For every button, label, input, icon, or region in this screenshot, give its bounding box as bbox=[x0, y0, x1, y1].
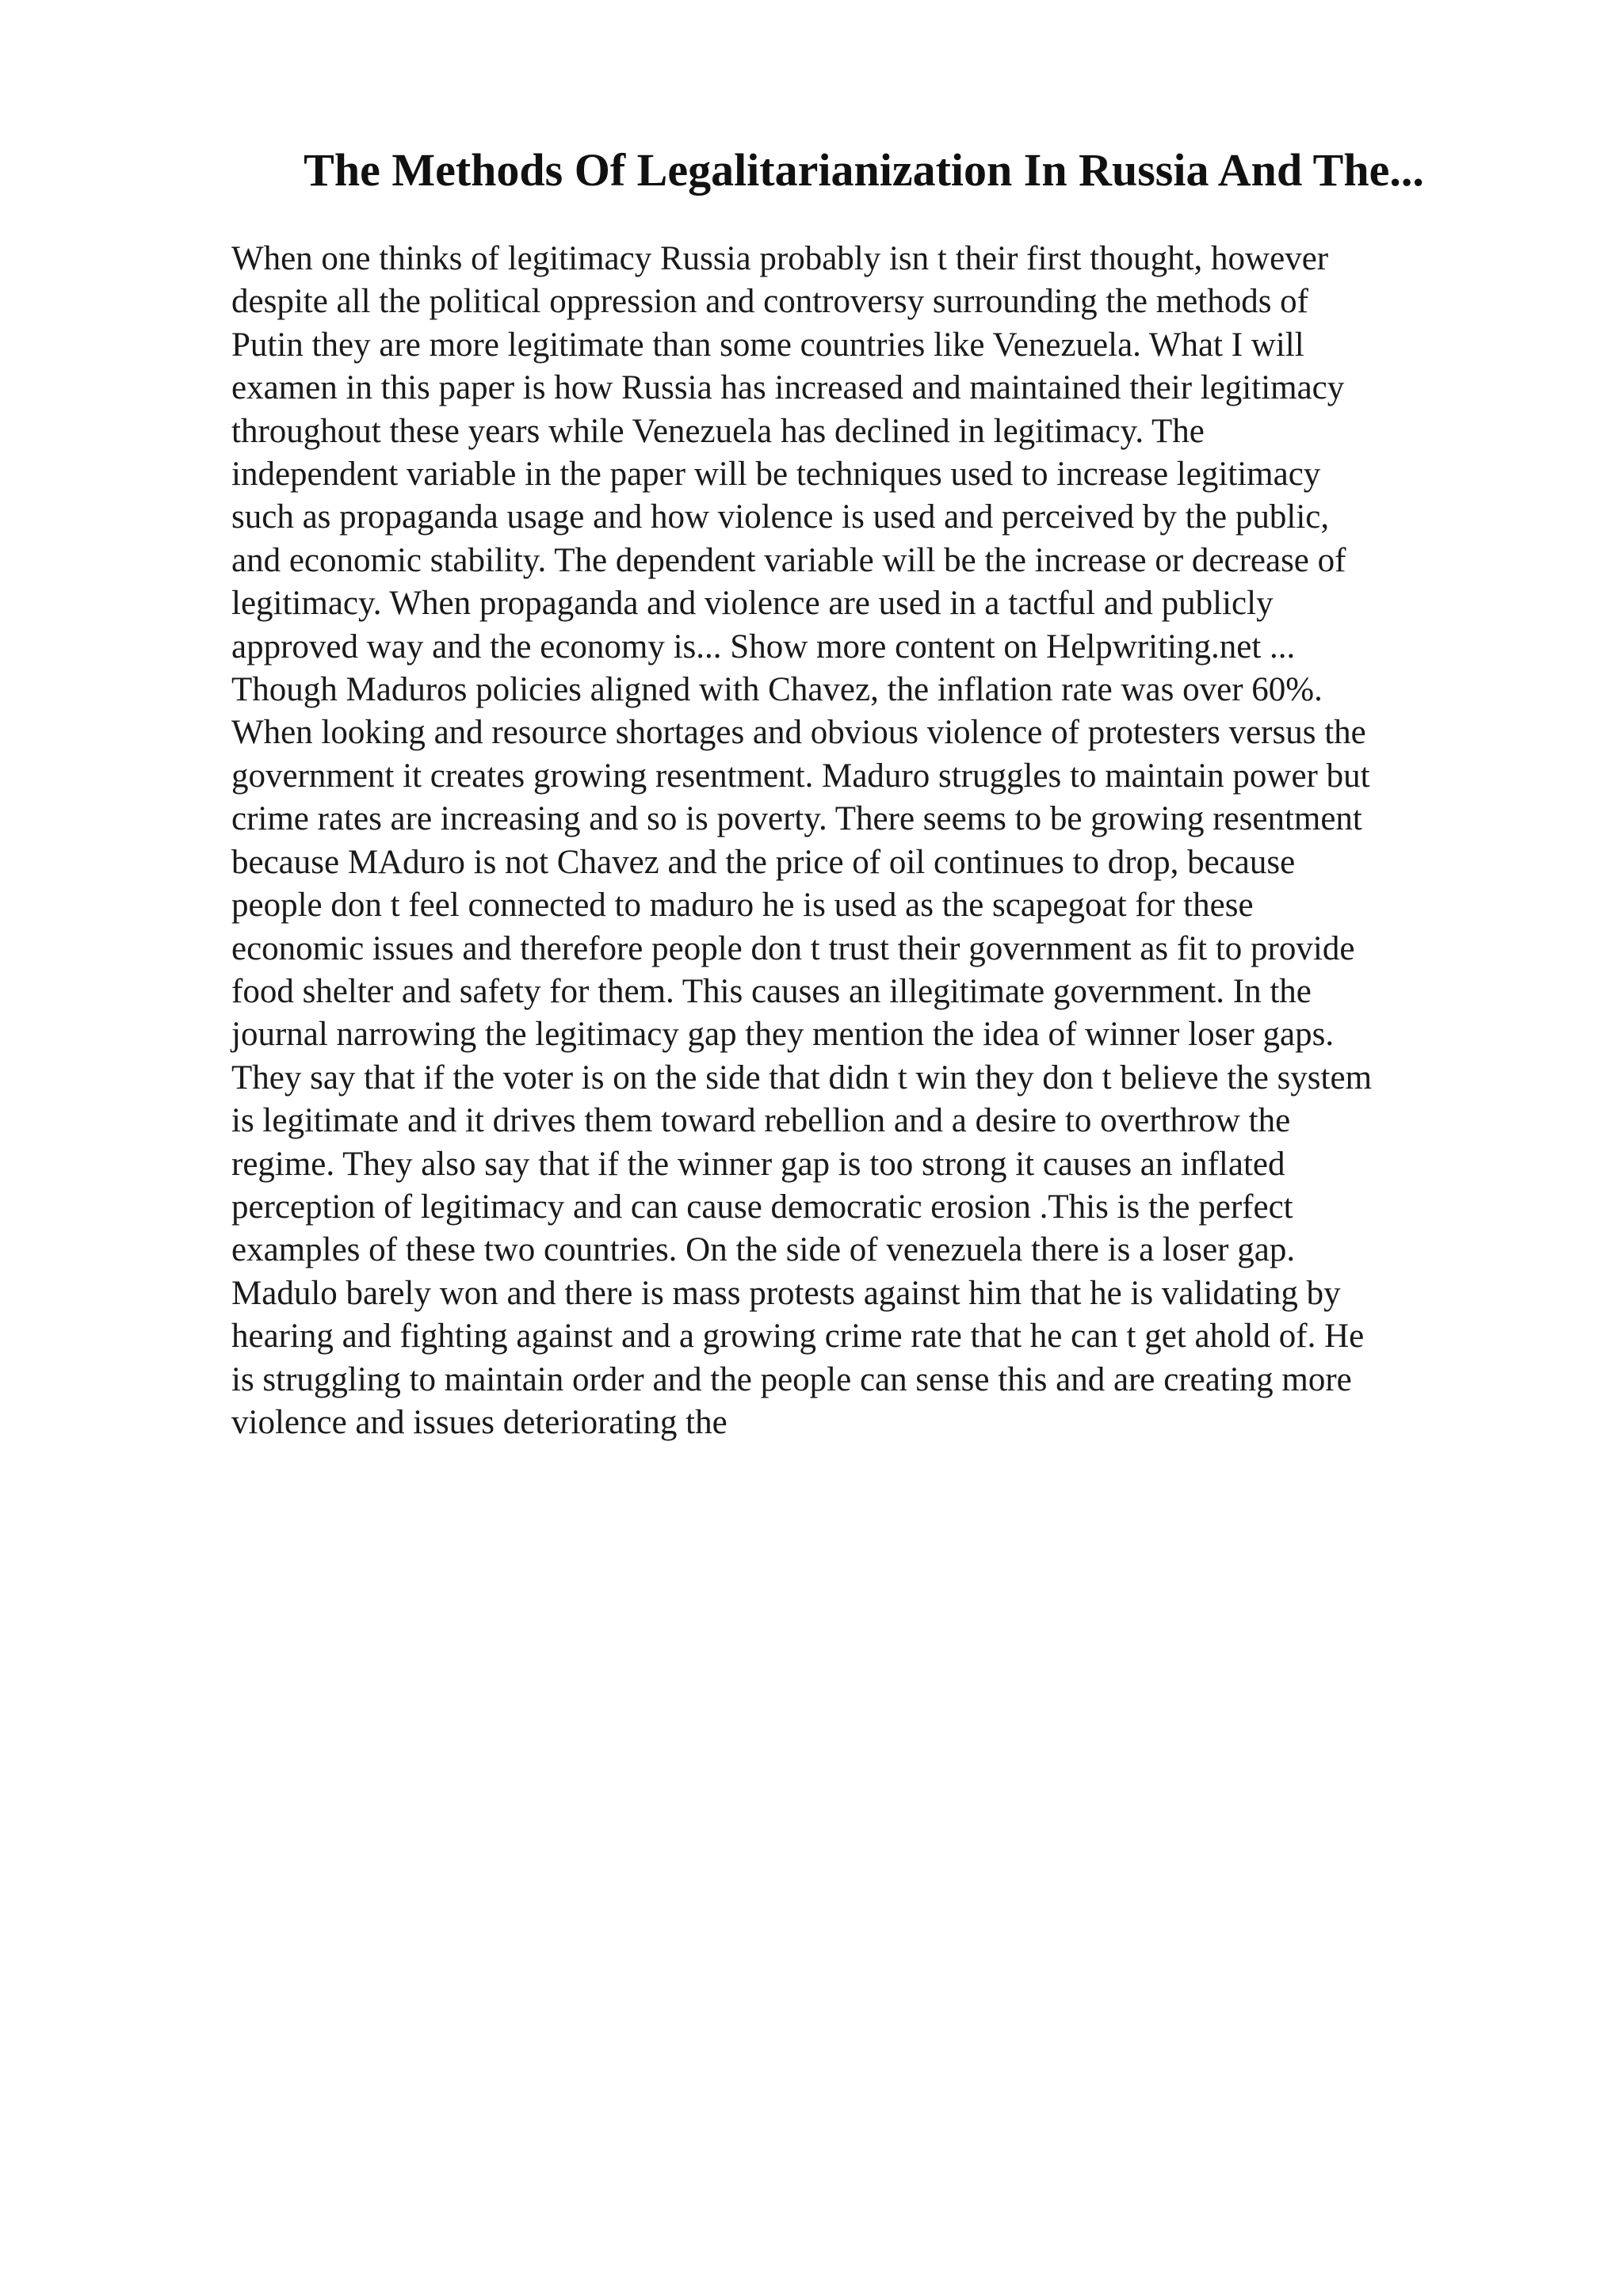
body-line: legitimacy. When propaganda and violence are used in a tactful and publicly bbox=[231, 585, 1274, 623]
body-line: When looking and resource shortages and obvious violence of protesters versus the bbox=[231, 714, 1366, 752]
body-line: economic issues and therefore people don t trust their government as fit to provide bbox=[231, 929, 1355, 967]
body-line: throughout these years while Venezuela has declined in legitimacy. The bbox=[231, 412, 1205, 450]
body-line: is struggling to maintain order and the people can sense this and are creating more bbox=[231, 1360, 1352, 1398]
body-line: despite all the political oppression and controversy surrounding the methods of bbox=[231, 283, 1308, 321]
body-line: When one thinks of legitimacy Russia probably isn t their first thought, however bbox=[231, 240, 1329, 277]
body-line: because MAduro is not Chavez and the price of oil continues to drop, because bbox=[231, 843, 1296, 881]
body-line: Though Maduros policies aligned with Chavez, the inflation rate was over 60%. bbox=[231, 671, 1323, 709]
body-line: perception of legitimacy and can cause democratic erosion .This is the perfect bbox=[231, 1188, 1293, 1226]
body-line: is legitimate and it drives them toward rebellion and a desire to overthrow the bbox=[231, 1102, 1291, 1140]
body-line: hearing and fighting against and a growing crime rate that he can t get ahold of. He bbox=[231, 1318, 1365, 1356]
body-line: government it creates growing resentment. Maduro struggles to maintain power but bbox=[231, 757, 1370, 795]
body-line: independent variable in the paper will be techniques used to increase legitimacy bbox=[231, 456, 1321, 494]
document-title: The Methods Of Legalitarianization In Russia And The... bbox=[304, 144, 1424, 196]
body-line: food shelter and safety for them. This causes an illegitimate government. In the bbox=[231, 972, 1312, 1010]
body-line: Madulo barely won and there is mass protests against him that he is validating by bbox=[231, 1274, 1341, 1312]
body-line: regime. They also say that if the winner gap is too strong it causes an inflated bbox=[231, 1145, 1285, 1183]
body-line: approved way and the economy is... Show more content on Helpwriting.net ... bbox=[231, 627, 1296, 666]
body-line: examen in this paper is how Russia has increased and maintained their legitimacy bbox=[231, 369, 1345, 407]
body-line: They say that if the voter is on the side that didn t win they don t believe the system bbox=[231, 1058, 1373, 1097]
document-body bbox=[231, 238, 1491, 1444]
body-line: Putin they are more legitimate than some countries like Venezuela. What I will bbox=[231, 326, 1304, 364]
body-line: violence and issues deteriorating the bbox=[231, 1403, 727, 1441]
body-line: examples of these two countries. On the side of venezuela there is a loser gap. bbox=[231, 1231, 1296, 1269]
body-line: journal narrowing the legitimacy gap they mention the idea of winner loser gaps. bbox=[231, 1016, 1335, 1054]
body-line: such as propaganda usage and how violence is used and perceived by the public, bbox=[231, 498, 1330, 536]
body-line: crime rates are increasing and so is poverty. There seems to be growing resentment bbox=[231, 800, 1362, 838]
body-line: people don t feel connected to maduro he is used as the scapegoat for these bbox=[231, 887, 1254, 925]
body-line: and economic stability. The dependent variable will be the increase or decrease of bbox=[231, 541, 1346, 579]
